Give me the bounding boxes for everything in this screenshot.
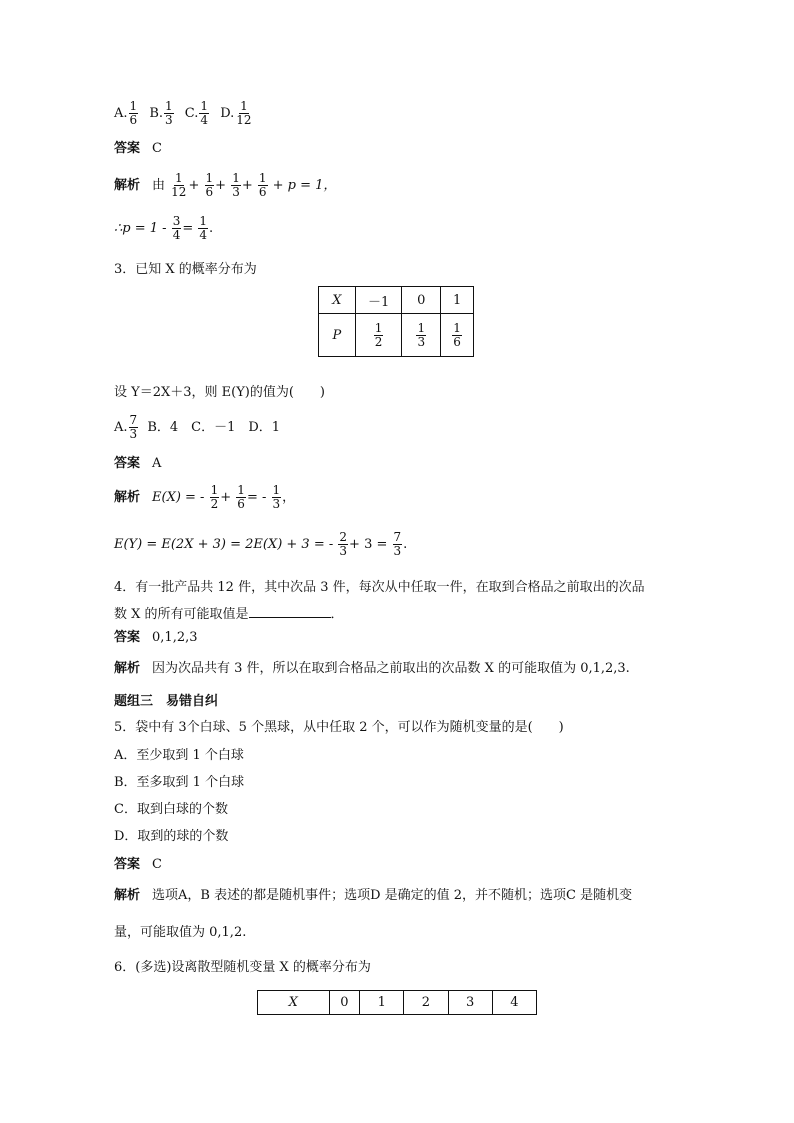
q2-analysis-line1: 解析 由 $\frac{1}{12}$ + $\frac{1}{6}$ + $\frac{1}{3}$ + $\frac{1}{6}$ + p = 1， xyxy=(114,171,337,199)
q5-analysis-line2: 量，可能取值为 0,1,2. xyxy=(114,925,247,940)
q4-analysis: 解析 因为次品共有 3 件，所以在取到合格品之前取出的次品数 X 的可能取值为 0,1,2,3. xyxy=(114,661,630,676)
q3-analysis-line1: 解析 E(X) = - $\frac{1}{2}$ + $\frac{1}{6}$ = - $\frac{1}{3}$ ， xyxy=(114,483,296,511)
q4-stem-line2: 数 X 的所有可能取值是 ． xyxy=(114,607,344,622)
q3-distribution-table: X －1 0 1 P $\frac{1}{2}$ $\frac{1}{3}$ $\frac{1}{6}$ xyxy=(318,286,474,357)
q5-answer: 答案 C xyxy=(114,857,162,872)
q3-stem: 3．已知 X 的概率分布为 xyxy=(114,262,257,277)
q6-stem: 6．(多选)设离散型随机变量 X 的概率分布为 xyxy=(114,960,371,975)
q5-analysis-line1: 解析 选项A，B 表述的都是随机事件；选项D 是确定的值 2，并不随机；选项C 是随机变 xyxy=(114,888,633,903)
answer-blank[interactable] xyxy=(249,605,331,618)
q6-distribution-table: X 0 1 2 3 4 xyxy=(257,990,537,1015)
q3-answer: 答案 A xyxy=(114,456,162,471)
q3-options: A. $\frac{7}{3}$ B．4 C．－1 D．1 xyxy=(114,413,281,441)
q2-analysis-line2: ∴p = 1 - $\frac{3}{4}$ = $\frac{1}{4}$ . xyxy=(114,214,214,242)
section-heading: 题组三 易错自纠 xyxy=(114,694,219,709)
fraction: $\frac{1}{6}$ xyxy=(129,99,138,127)
q2-options: A. $\frac{1}{6}$ B. $\frac{1}{3}$ C. $\frac{1}{4}$ D. $\frac{1}{12}$ xyxy=(114,99,252,127)
q3-question: 设 Y＝2X＋3，则 E(Y)的值为( ) xyxy=(114,385,326,400)
q3-analysis-line2: E(Y) = E(2X + 3) = 2E(X) + 3 = - $\frac{2}{3}$ + 3 = $\frac{7}{3}$ . xyxy=(114,530,408,558)
q2-answer: 答案 C xyxy=(114,141,162,156)
q4-stem-line1: 4．有一批产品共 12 件，其中次品 3 件，每次从中任取一件，在取到合格品之前取出的次品 xyxy=(114,580,645,595)
q5-option-a: A．至少取到 1 个白球 xyxy=(114,748,244,763)
fraction: $\frac{1}{3}$ xyxy=(165,99,173,127)
fraction: $\frac{1}{4}$ xyxy=(200,99,209,127)
q5-option-b: B．至多取到 1 个白球 xyxy=(114,775,245,790)
q5-option-d: D．取到的球的个数 xyxy=(114,829,229,844)
q5-option-c: C．取到白球的个数 xyxy=(114,802,228,817)
fraction: $\frac{1}{12}$ xyxy=(236,99,252,127)
q5-stem: 5．袋中有 3个白球、5 个黑球，从中任取 2 个，可以作为随机变量的是( ) xyxy=(114,720,564,735)
q4-answer: 答案 0,1,2,3 xyxy=(114,630,198,645)
